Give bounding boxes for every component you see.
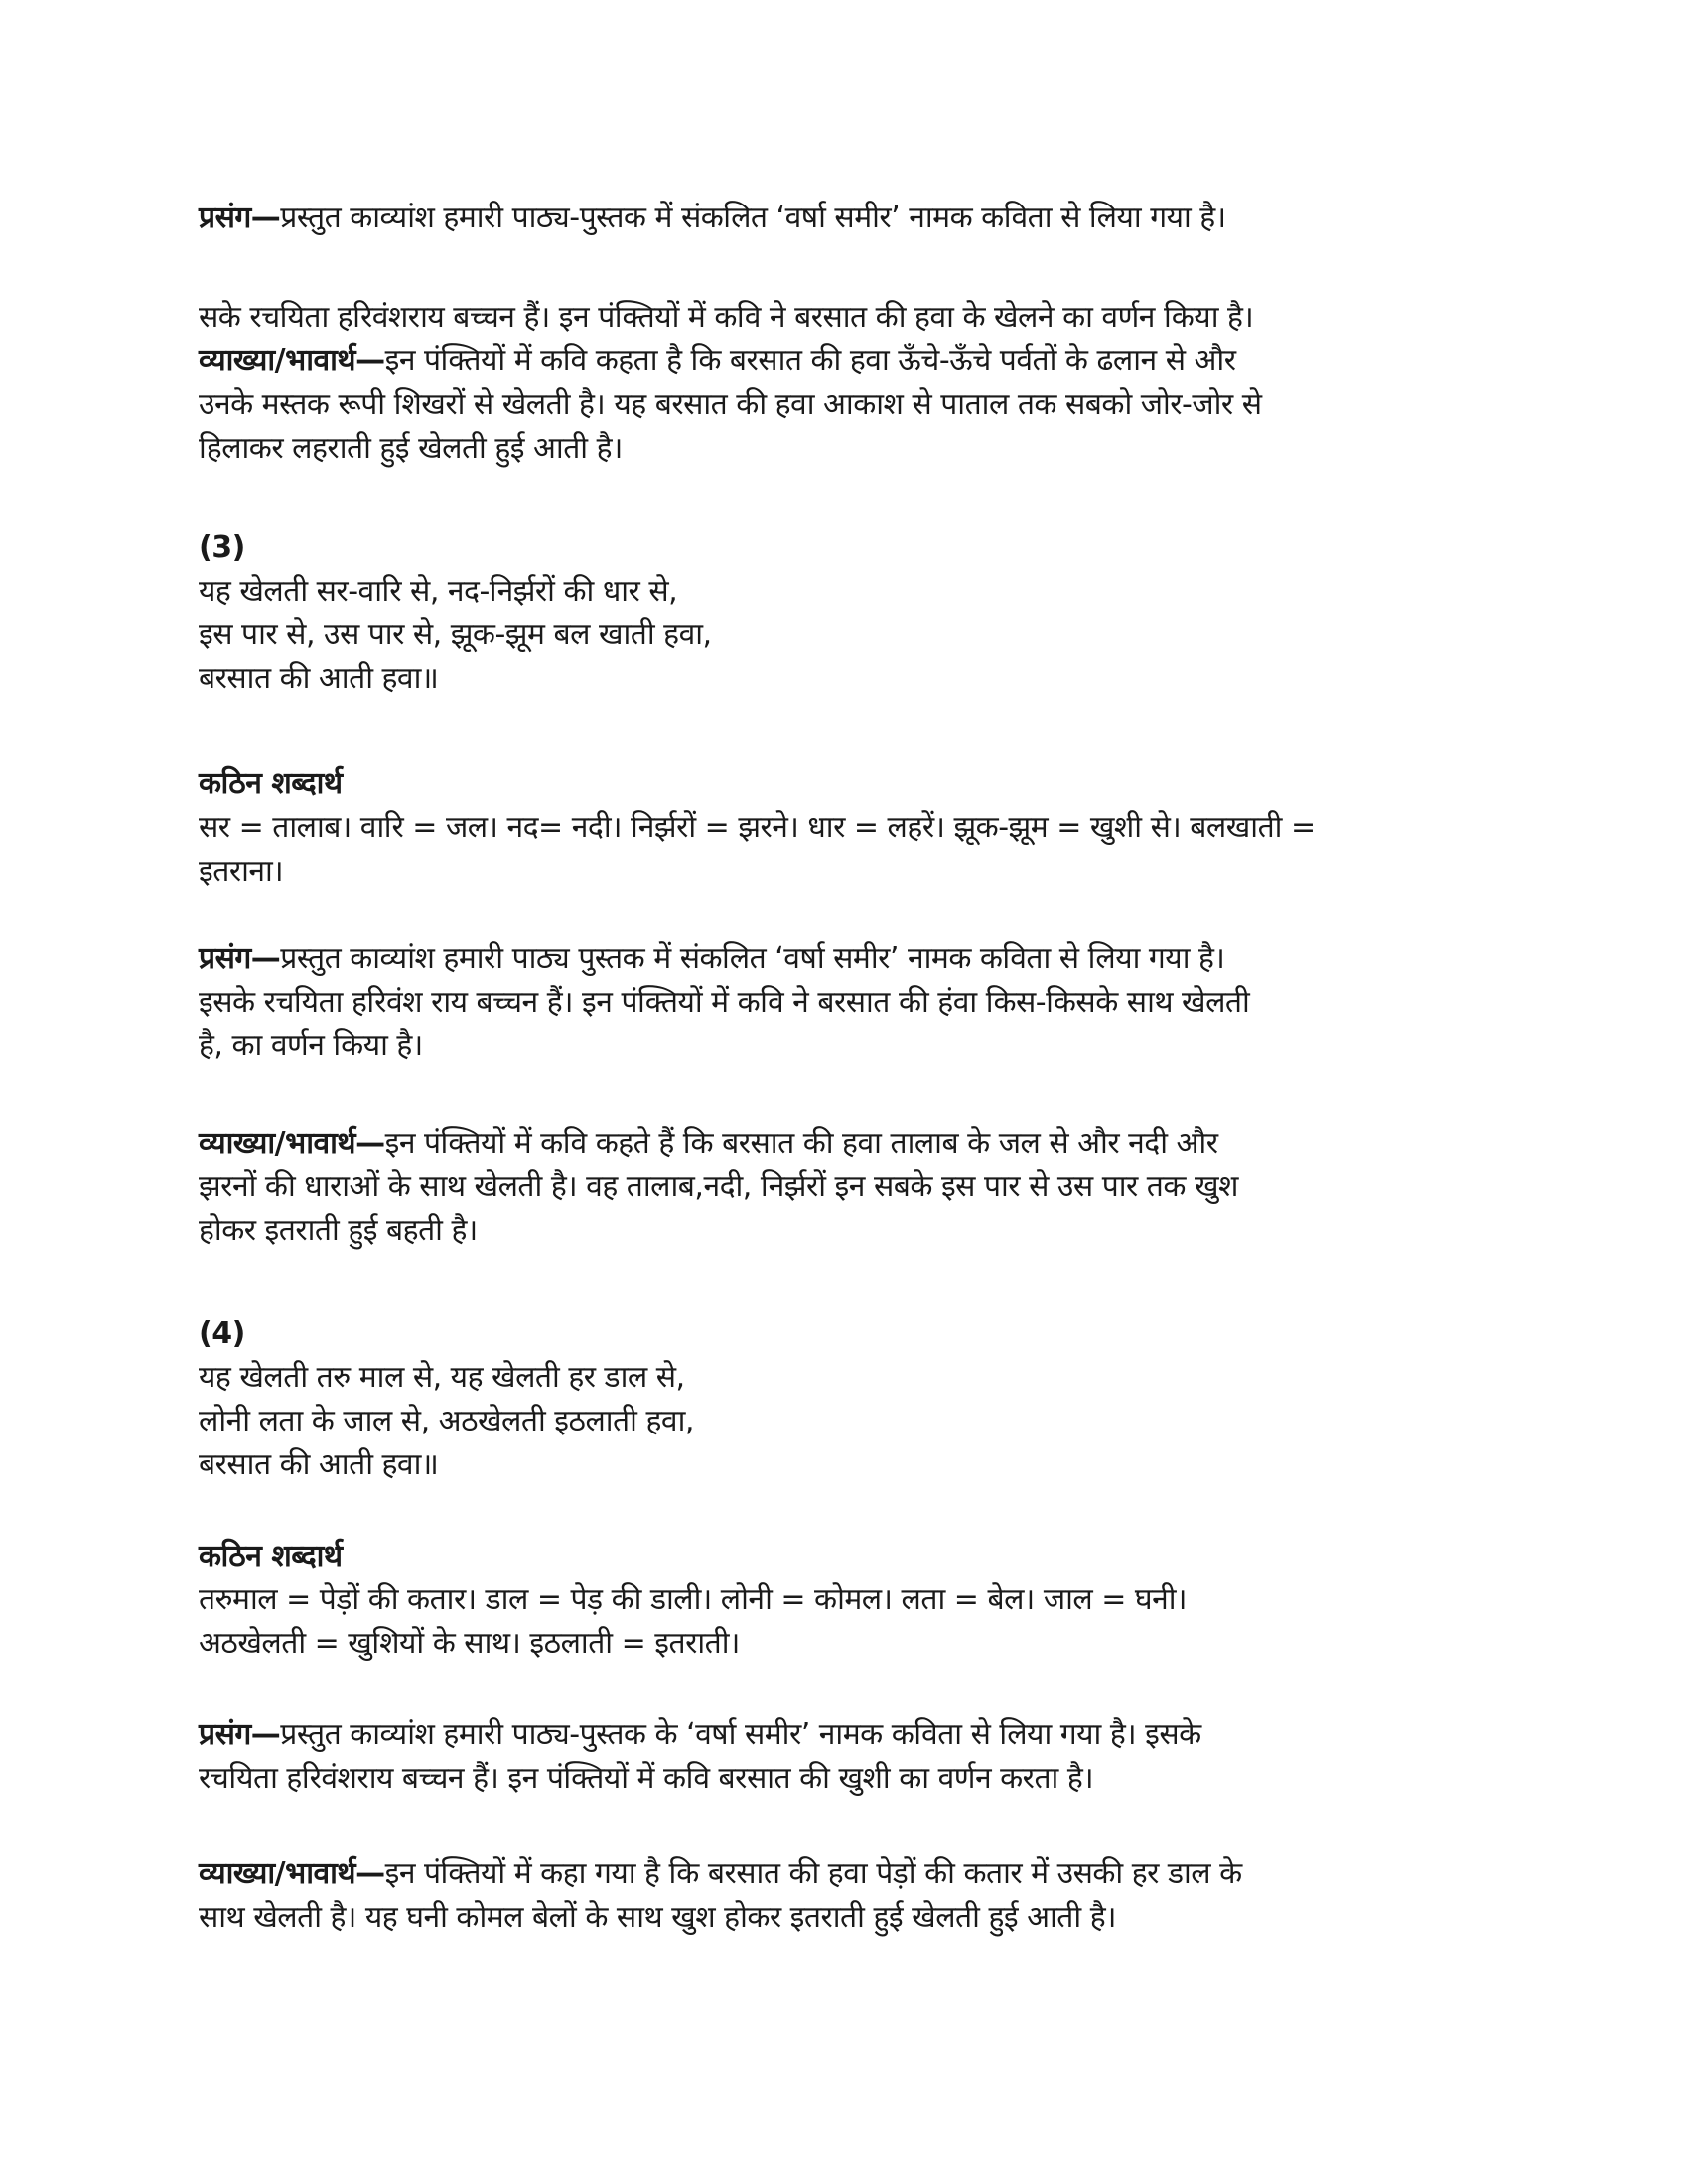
stanza-number: (3) (199, 530, 245, 565)
stanza-4 (199, 1312, 1489, 1487)
vyakhya-paragraph-4 (199, 1852, 1489, 1940)
shabdarth-4 (199, 1535, 1489, 1666)
paragraph-line: इसके रचयिता हरिवंश राय बच्चन हैं। इन पंक्तियों में कवि ने बरसात की हंवा किस-किसके साथ खेलती (199, 985, 1250, 1020)
shabdarth-heading: कठिन शब्दार्थ (199, 766, 343, 801)
stanza-3 (199, 526, 1489, 701)
paragraph-line: प्रसंग—प्रस्तुत काव्यांश हमारी पाठ्य पुस्तक में संकलित ‘वर्षा समीर’ नामक कविता से लिया गया है। (199, 941, 1225, 976)
prasang-paragraph-1 (199, 197, 1489, 240)
paragraph-line: होकर इतराती हुई बहती है। (199, 1213, 478, 1248)
paragraph-line: हिलाकर लहराती हुई खेलती हुई आती है। (199, 431, 623, 466)
prasang-paragraph-4 (199, 1713, 1489, 1801)
verse-line: इस पार से, उस पार से, झूक-झूम बल खाती हवा, (199, 617, 712, 652)
vyakhya-label: व्याख्या/भावार्थ— (199, 1126, 385, 1160)
verse-line: यह खेलती तरु माल से, यह खेलती हर डाल से, (199, 1360, 685, 1395)
prasang-paragraph-3 (199, 937, 1489, 1068)
prasang-label: प्रसंग— (199, 1717, 281, 1752)
verse-line: यह खेलती सर-वारि से, नद-निर्झरों की धार से, (199, 574, 678, 609)
paragraph-line: रचयिता हरिवंशराय बच्चन हैं। इन पंक्तियों में कवि बरसात की खुशी का वर्णन करता है। (199, 1761, 1094, 1796)
prasang-label: प्रसंग— (199, 941, 281, 976)
verse-line: बरसात की आती हवा॥ (199, 1447, 439, 1482)
verse-line: बरसात की आती हवा॥ (199, 661, 439, 696)
paragraph-line: सके रचयिता हरिवंशराय बच्चन हैं। इन पंक्तियों में कवि ने बरसात की हवा के खेलने का वर्णन किया है। (199, 300, 1254, 335)
vyakhya-paragraph-1 (199, 340, 1489, 471)
paragraph-line: प्रसंग—प्रस्तुत काव्यांश हमारी पाठ्य-पुस्तक के ‘वर्षा समीर’ नामक कविता से लिया गया है। इसके (199, 1717, 1201, 1752)
glossary-line: तरुमाल = पेड़ों की कतार। डाल = पेड़ की डाली। लोनी = कोमल। लता = बेल। जाल = घनी। (199, 1582, 1187, 1617)
glossary-line: अठखेलती = खुशियों के साथ। इठलाती = इतराती। (199, 1626, 740, 1661)
paragraph-line: व्याख्या/भावार्थ—इन पंक्तियों में कवि कहते हैं कि बरसात की हवा तालाब के जल से और नदी और (199, 1126, 1218, 1160)
stanza-number: (4) (199, 1316, 245, 1351)
verse-line: लोनी लता के जाल से, अठखेलती इठलाती हवा, (199, 1404, 694, 1438)
paragraph-line: उनके मस्तक रूपी शिखरों से खेलती है। यह बरसात की हवा आकाश से पाताल तक सबको जोर-जोर से (199, 387, 1262, 422)
paragraph-line: व्याख्या/भावार्थ—इन पंक्तियों में कहा गया है कि बरसात की हवा पेड़ों की कतार में उसकी हर डाल के (199, 1856, 1242, 1891)
paragraph-line: झरनों की धाराओं के साथ खेलती है। वह तालाब,नदी, निर्झरों इन सबके इस पार से उस पार तक खुश (199, 1169, 1238, 1204)
glossary-line: इतराना। (199, 854, 284, 888)
paragraph-line: है, का वर्णन किया है। (199, 1028, 423, 1063)
paragraph-line: प्रसंग—प्रस्तुत काव्यांश हमारी पाठ्य-पुस्तक में संकलित ‘वर्षा समीर’ नामक कविता से लिया गया है। (199, 201, 1226, 235)
prasang-continuation-1 (199, 296, 1489, 340)
glossary-line: सर = तालाब। वारि = जल। नद= नदी। निर्झरों = झरने। धार = लहरें। झूक-झूम = खुशी से। बलखाती = (199, 810, 1316, 845)
paragraph-line: साथ खेलती है। यह घनी कोमल बेलों के साथ खुश होकर इतराती हुई खेलती हुई आती है। (199, 1900, 1117, 1935)
vyakhya-label: व्याख्या/भावार्थ— (199, 1856, 385, 1891)
vyakhya-label: व्याख्या/भावार्थ— (199, 343, 385, 378)
prasang-label: प्रसंग— (199, 201, 281, 235)
vyakhya-paragraph-3 (199, 1122, 1489, 1253)
paragraph-line: व्याख्या/भावार्थ—इन पंक्तियों में कवि कहता है कि बरसात की हवा ऊँचे-ऊँचे पर्वतों के ढलान से और (199, 343, 1236, 378)
shabdarth-3 (199, 762, 1489, 893)
shabdarth-heading: कठिन शब्दार्थ (199, 1539, 343, 1573)
